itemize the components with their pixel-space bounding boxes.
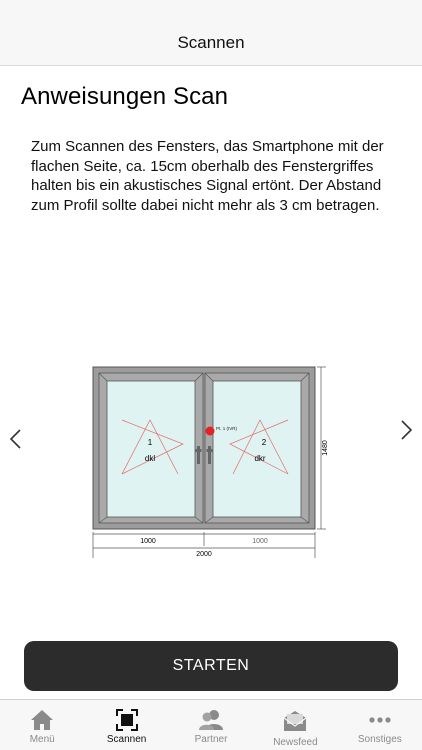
navigation-bar: [0, 0, 422, 66]
dimension-width-total: 2000: [196, 551, 212, 558]
tab-newsfeed[interactable]: [253, 700, 337, 750]
page-heading: Anweisungen Scan: [21, 83, 229, 110]
nav-title: Scannen: [177, 33, 245, 52]
home-icon: [29, 708, 55, 732]
handle-right: [208, 446, 211, 464]
tab-label: Scannen: [106, 734, 147, 745]
tab-label: Newsfeed: [273, 737, 318, 748]
sash-left-number: 1: [147, 438, 153, 447]
chevron-left-icon[interactable]: [8, 427, 24, 451]
scan-point-label: Pt. 1 (IVR): [216, 426, 238, 431]
glass-left: [107, 381, 195, 517]
more-icon: [367, 708, 393, 732]
sash-left-code: dkl: [144, 454, 156, 463]
tab-scannen[interactable]: [84, 700, 168, 750]
dimension-width-right: 1000: [252, 538, 268, 545]
dimension-width-left: 1000: [140, 538, 156, 545]
sash-right-number: 2: [261, 438, 267, 447]
instruction-text: Zum Scannen des Fensters, das Smartphone mit der flachen Seite, ca. 15cm oberhalb des Fenstergriffes halten bis ein akustisches Signal ertönt. Der Abstand zum Profil sollte dabei nicht mehr als 3 cm betragen.: [31, 138, 384, 214]
dimension-height: 1480: [322, 440, 329, 456]
start-button[interactable]: STARTEN: [24, 641, 398, 691]
tab-bar: [0, 699, 422, 750]
tab-label: Sonstiges: [357, 734, 402, 745]
tab-partner[interactable]: [169, 700, 253, 750]
scan-icon: [114, 708, 140, 732]
glass-right: [213, 381, 301, 517]
tab-label: Menü: [29, 734, 55, 745]
window-drawing: [88, 362, 338, 562]
tab-menu[interactable]: [0, 700, 84, 750]
handle-left: [197, 446, 200, 464]
sash-right-code: dkr: [254, 454, 266, 463]
chevron-right-icon[interactable]: [398, 418, 414, 442]
partner-icon: [198, 708, 224, 732]
newsfeed-icon: [282, 709, 308, 733]
tab-label: Partner: [194, 734, 228, 745]
scan-point-marker: [206, 427, 215, 436]
tab-sonstiges[interactable]: [338, 700, 422, 750]
